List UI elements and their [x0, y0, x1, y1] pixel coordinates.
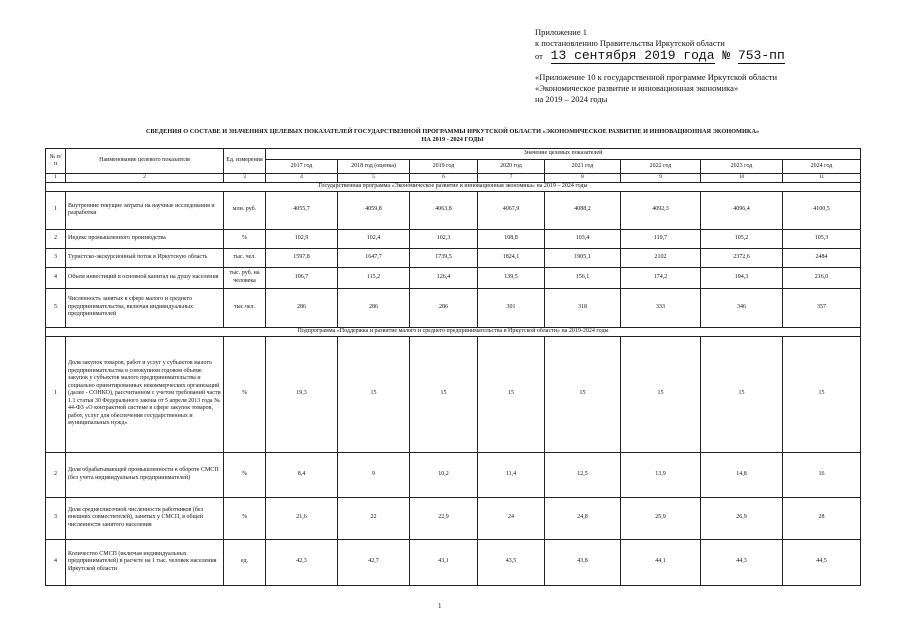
year-header: 2021 год — [545, 160, 621, 174]
unit-cell: тыс.чел. — [224, 288, 266, 327]
header-unit: Ед. измерения — [224, 149, 266, 174]
appendix-header — [535, 27, 785, 63]
value-cell: 346 — [701, 288, 783, 327]
indicator-name: Доля обрабатывающей промышленности в обороте СМСП (без учета индивидуальных предпринимателей) — [66, 452, 224, 497]
table-row — [46, 267, 861, 288]
value-cell: 13,9 — [621, 452, 701, 497]
value-cell: 115,2 — [338, 267, 410, 288]
year-header: 2024 год — [783, 160, 861, 174]
value-cell: 139,5 — [478, 267, 545, 288]
value-cell: 4100,5 — [783, 191, 861, 229]
year-header: 2020 год — [478, 160, 545, 174]
value-cell: 105,3 — [783, 229, 861, 248]
column-number: 2 — [66, 174, 224, 183]
value-cell: 2484 — [783, 248, 861, 267]
unit-cell: % — [224, 452, 266, 497]
indicator-name: Индекс промышленного производства — [66, 229, 224, 248]
table-row — [46, 336, 861, 452]
column-number: 9 — [621, 174, 701, 183]
row-number: 3 — [46, 497, 66, 539]
appendix-title: Приложение 1 — [535, 27, 587, 37]
value-cell: 1905,1 — [545, 248, 621, 267]
value-cell: 119,7 — [621, 229, 701, 248]
value-cell: 43,5 — [478, 539, 545, 585]
value-cell: 44,5 — [783, 539, 861, 585]
column-number: 4 — [266, 174, 338, 183]
unit-cell: тыс. чел. — [224, 248, 266, 267]
value-cell: 357 — [783, 288, 861, 327]
value-cell: 105,2 — [701, 229, 783, 248]
value-cell: 1739,5 — [410, 248, 478, 267]
value-cell: 15 — [701, 336, 783, 452]
value-cell: 44,1 — [621, 539, 701, 585]
value-cell: 26,9 — [701, 497, 783, 539]
value-cell: 4063,8 — [410, 191, 478, 229]
column-number: 1 — [46, 174, 66, 183]
row-number: 2 — [46, 452, 66, 497]
year-header: 2023 год — [701, 160, 783, 174]
value-cell: 15 — [621, 336, 701, 452]
value-cell: 286 — [266, 288, 338, 327]
table-row — [46, 288, 861, 327]
program-reference-line: «Экономическое развитие и инновационная экономика» — [535, 83, 739, 93]
value-cell: 4059,8 — [338, 191, 410, 229]
table-row — [46, 452, 861, 497]
value-cell: 15 — [783, 336, 861, 452]
value-cell: 43,1 — [410, 539, 478, 585]
value-cell: 28 — [783, 497, 861, 539]
column-number: 7 — [478, 174, 545, 183]
decree-from-label: от — [535, 51, 543, 61]
value-cell: 2372,6 — [701, 248, 783, 267]
value-cell: 106,7 — [266, 267, 338, 288]
header-number: № п/п — [46, 149, 66, 174]
value-cell: 21,6 — [266, 497, 338, 539]
value-cell: 4092,3 — [621, 191, 701, 229]
table-row — [46, 248, 861, 267]
row-number: 5 — [46, 288, 66, 327]
row-number: 1 — [46, 336, 66, 452]
header-values: Значение целевых показателей — [266, 149, 861, 160]
value-cell: 24,8 — [545, 497, 621, 539]
table-row — [46, 191, 861, 229]
value-cell: 22,9 — [410, 497, 478, 539]
value-cell: 44,3 — [701, 539, 783, 585]
unit-cell: млн. руб. — [224, 191, 266, 229]
decree-number: 753-пп — [737, 48, 785, 63]
document-title-line: СВЕДЕНИЯ О СОСТАВЕ И ЗНАЧЕНИЯХ ЦЕЛЕВЫХ ПОКАЗАТЕЛЕЙ ГОСУДАРСТВЕННОЙ ПРОГРАММЫ ИРКУТСКОЙ ОБЛАСТИ «ЭКОНОМИЧЕСКОЕ РАЗВИТИЕ И ИННОВАЦИОННАЯ ЭКОНОМИКА» — [145, 128, 760, 135]
value-cell: 2102 — [621, 248, 701, 267]
value-cell: 102,4 — [338, 229, 410, 248]
decree-reference — [535, 49, 785, 63]
unit-cell: ед. — [224, 539, 266, 585]
value-cell: 10,2 — [410, 452, 478, 497]
column-number: 5 — [338, 174, 410, 183]
unit-cell: % — [224, 336, 266, 452]
table-row — [46, 497, 861, 539]
indicator-name: Доля закупок товаров, работ и услуг у субъектов малого предпринимательства в совокупном годовом объеме закупок у субъектов малого предпринимательства и социально ориентированных некоммерческих организаций (далее - СОНКО), рассчитанном с учетом требований части 1.1 статьи 30 Федерального закона от 5 апреля 2013 года № 44-ФЗ «О контрактной системе в сфере закупок товаров, работ, услуг для обеспечения государственных и муниципальных нужд» — [66, 336, 224, 452]
value-cell: 9 — [338, 452, 410, 497]
value-cell: 318 — [545, 288, 621, 327]
value-cell: 16 — [783, 452, 861, 497]
unit-cell: тыс. руб. на человека — [224, 267, 266, 288]
value-cell: 286 — [338, 288, 410, 327]
value-cell: 102,3 — [410, 229, 478, 248]
year-header: 2019 год — [410, 160, 478, 174]
program-reference-line: на 2019 – 2024 годы — [535, 94, 608, 104]
value-cell: 15 — [338, 336, 410, 452]
value-cell: 15 — [545, 336, 621, 452]
table-row — [46, 229, 861, 248]
unit-cell: % — [224, 497, 266, 539]
indicator-name: Туристско-экскурсионный поток в Иркутскую область — [66, 248, 224, 267]
unit-cell: % — [224, 229, 266, 248]
value-cell: 11,4 — [478, 452, 545, 497]
value-cell: 4055,7 — [266, 191, 338, 229]
value-cell: 333 — [621, 288, 701, 327]
value-cell: 4088,2 — [545, 191, 621, 229]
row-number: 1 — [46, 191, 66, 229]
row-number: 2 — [46, 229, 66, 248]
column-number: 3 — [224, 174, 266, 183]
row-number: 4 — [46, 267, 66, 288]
indicator-name: Внутренние текущие затраты на научные исследования и разработки — [66, 191, 224, 229]
value-cell: 156,1 — [545, 267, 621, 288]
value-cell: 42,3 — [266, 539, 338, 585]
column-number: 8 — [545, 174, 621, 183]
value-cell: 194,3 — [701, 267, 783, 288]
value-cell: 4096,4 — [701, 191, 783, 229]
value-cell: 216,0 — [783, 267, 861, 288]
value-cell: 108,8 — [478, 229, 545, 248]
value-cell: 15 — [478, 336, 545, 452]
value-cell: 1647,7 — [338, 248, 410, 267]
indicator-name: Количество СМСП (включая индивидуальных предпринимателей) в расчете на 1 тыс. человек населения Иркутской области — [66, 539, 224, 585]
value-cell: 4067,9 — [478, 191, 545, 229]
column-number: 10 — [701, 174, 783, 183]
row-number: 4 — [46, 539, 66, 585]
value-cell: 102,9 — [266, 229, 338, 248]
value-cell: 1824,1 — [478, 248, 545, 267]
program-reference — [535, 72, 777, 105]
year-header: 2022 год — [621, 160, 701, 174]
value-cell: 14,8 — [701, 452, 783, 497]
value-cell: 22 — [338, 497, 410, 539]
value-cell: 15 — [410, 336, 478, 452]
header-indicator-name: Наименование целевого показателя — [66, 149, 224, 174]
page-number: 1 — [438, 602, 442, 610]
value-cell: 1597,8 — [266, 248, 338, 267]
table-row — [46, 539, 861, 585]
value-cell: 25,9 — [621, 497, 701, 539]
section-title: Подпрограмма «Поддержка и развитие малого и среднего предпринимательства в Иркутской области» на 2019-2024 годы — [46, 327, 861, 336]
indicator-name: Численность занятых в сфере малого и среднего предпринимательства, включая индивидуальных предпринимателей — [66, 288, 224, 327]
year-header: 2018 год (оценка) — [338, 160, 410, 174]
value-cell: 43,8 — [545, 539, 621, 585]
value-cell: 12,5 — [545, 452, 621, 497]
value-cell: 103,4 — [545, 229, 621, 248]
indicator-name: Объем инвестиций в основной капитал на душу населения — [66, 267, 224, 288]
value-cell: 19,3 — [266, 336, 338, 452]
document-title — [45, 128, 860, 144]
value-cell: 301 — [478, 288, 545, 327]
indicator-name: Доля среднесписочной численности работников (без внешних совместителей), занятых у СМСП, в общей численности занятого населения — [66, 497, 224, 539]
column-number: 6 — [410, 174, 478, 183]
row-number: 3 — [46, 248, 66, 267]
decree-number-label: № — [722, 48, 731, 63]
value-cell: 42,7 — [338, 539, 410, 585]
value-cell: 8,4 — [266, 452, 338, 497]
value-cell: 286 — [410, 288, 478, 327]
indicators-table — [45, 148, 861, 586]
program-reference-line: «Приложение 10 к государственной программе Иркутской области — [535, 72, 778, 82]
value-cell: 174,2 — [621, 267, 701, 288]
value-cell: 24 — [478, 497, 545, 539]
appendix-subtitle: к постановлению Правительства Иркутской области — [535, 38, 725, 48]
document-title-line: НА 2019 - 2024 ГОДЫ — [421, 136, 484, 143]
value-cell: 126,4 — [410, 267, 478, 288]
column-number: 11 — [783, 174, 861, 183]
section-title: Государственная программа «Экономическое развитие и инновационная экономика» на 2019 – 2024 годы — [46, 182, 861, 191]
decree-date: 13 сентября 2019 года — [550, 48, 715, 63]
year-header: 2017 год — [266, 160, 338, 174]
